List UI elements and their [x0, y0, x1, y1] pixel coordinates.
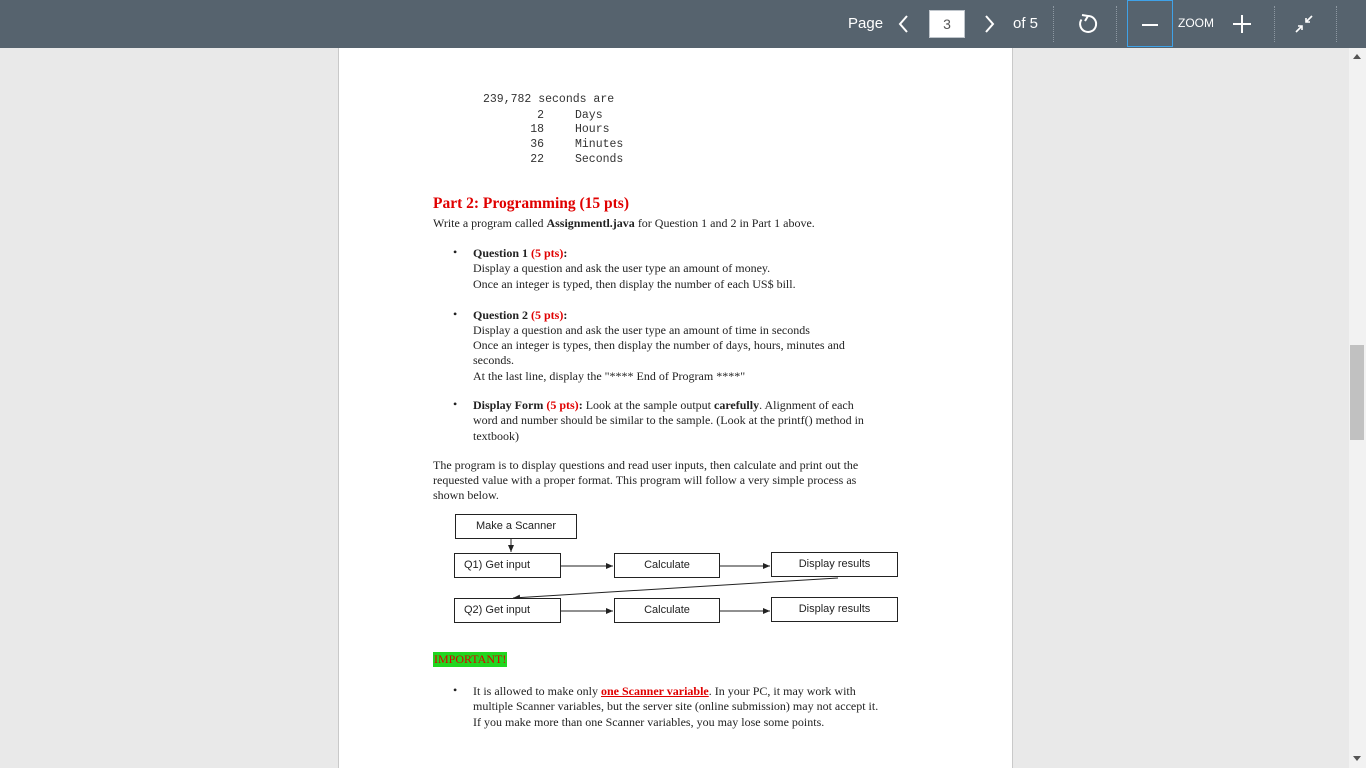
- chevron-left-icon[interactable]: [897, 13, 911, 40]
- flow-q2-input: Q2) Get input: [454, 598, 561, 623]
- important-label: IMPORTANT!: [434, 652, 507, 666]
- flow-make-scanner: Make a Scanner: [455, 514, 577, 539]
- sample-output-heading: 239,782 seconds are: [483, 93, 615, 106]
- chevron-right-icon[interactable]: [982, 13, 996, 40]
- separator: [1116, 6, 1117, 42]
- q2-line2: Once an integer is types, then display the number of days, hours, minutes and: [473, 338, 845, 352]
- q2-title: Question 2 (5 pts):: [473, 308, 568, 322]
- document-page: [338, 48, 1013, 768]
- flow-q1-input: Q1) Get input: [454, 553, 561, 578]
- separator: [1274, 6, 1275, 42]
- display-form-line1: Display Form (5 pts): Look at the sample output carefully. Alignment of each: [473, 398, 854, 412]
- collapse-icon[interactable]: [1295, 15, 1313, 38]
- plus-icon[interactable]: [1233, 15, 1251, 38]
- zoom-label: ZOOM: [1178, 16, 1214, 30]
- important-line1: It is allowed to make only one Scanner variable. In your PC, it may work with: [473, 684, 856, 698]
- flow-calc1: Calculate: [614, 553, 720, 578]
- bullet: •: [453, 245, 458, 259]
- scroll-up-icon[interactable]: [1353, 54, 1361, 59]
- bullet: •: [453, 397, 458, 411]
- flow-display2: Display results: [771, 597, 898, 622]
- q1-title: Question 1 (5 pts):: [473, 246, 568, 260]
- important-line2: multiple Scanner variables, but the server site (online submission) may not accept it.: [473, 699, 879, 713]
- sample-seconds-unit: Seconds: [575, 153, 624, 166]
- important-line3: If you make more than one Scanner variables, you may lose some points.: [473, 715, 825, 729]
- pdf-toolbar: [0, 0, 1366, 48]
- display-form-line2: word and number should be similar to the sample. (Look at the printf() method in: [473, 413, 864, 427]
- sample-days-num: 2: [537, 109, 544, 122]
- intro-line: Write a program called Assignmentl.java for Question 1 and 2 in Part 1 above.: [433, 216, 815, 230]
- page-count-label: of 5: [1013, 15, 1039, 32]
- bullet: •: [453, 307, 458, 321]
- separator: [1053, 6, 1054, 42]
- page-label: Page: [848, 15, 884, 32]
- bullet: •: [453, 683, 458, 697]
- flow-calc2: Calculate: [614, 598, 720, 623]
- process-paragraph-line2: requested value with a proper format. This program will follow a very simple process as: [433, 473, 857, 487]
- q1-line1: Display a question and ask the user type an amount of money.: [473, 261, 771, 275]
- sample-days-unit: Days: [575, 109, 603, 122]
- sample-minutes-unit: Minutes: [575, 138, 624, 151]
- sample-hours-num: 18: [530, 123, 544, 136]
- scanner-link: one Scanner variable: [600, 684, 709, 698]
- process-paragraph-line3: shown below.: [433, 488, 499, 502]
- sample-minutes-num: 36: [530, 138, 544, 151]
- minus-icon: [1142, 23, 1158, 27]
- flow-display1: Display results: [771, 552, 898, 577]
- process-paragraph-line1: The program is to display questions and read user inputs, then calculate and print out the: [433, 458, 859, 472]
- sample-hours-unit: Hours: [575, 123, 610, 136]
- sample-seconds-num: 22: [530, 153, 544, 166]
- q2-line1: Display a question and ask the user type an amount of time in seconds: [473, 323, 810, 337]
- arrow-display-to-q2: [513, 578, 838, 598]
- display-form-line3: textbook): [473, 429, 519, 443]
- q2-line4: At the last line, display the "**** End of Program ****": [473, 369, 746, 383]
- page-number-input[interactable]: 3: [929, 10, 965, 38]
- part2-heading: Part 2: Programming (15 pts): [433, 195, 630, 212]
- q2-line3: seconds.: [473, 353, 514, 367]
- separator: [1336, 6, 1337, 42]
- vertical-scrollbar[interactable]: [1349, 48, 1366, 768]
- rotate-icon[interactable]: [1076, 12, 1100, 41]
- q1-line2: Once an integer is typed, then display the number of each US$ bill.: [473, 277, 796, 291]
- zoom-out-button[interactable]: [1127, 0, 1173, 47]
- scrollbar-thumb[interactable]: [1350, 345, 1364, 440]
- scroll-down-icon[interactable]: [1353, 756, 1361, 761]
